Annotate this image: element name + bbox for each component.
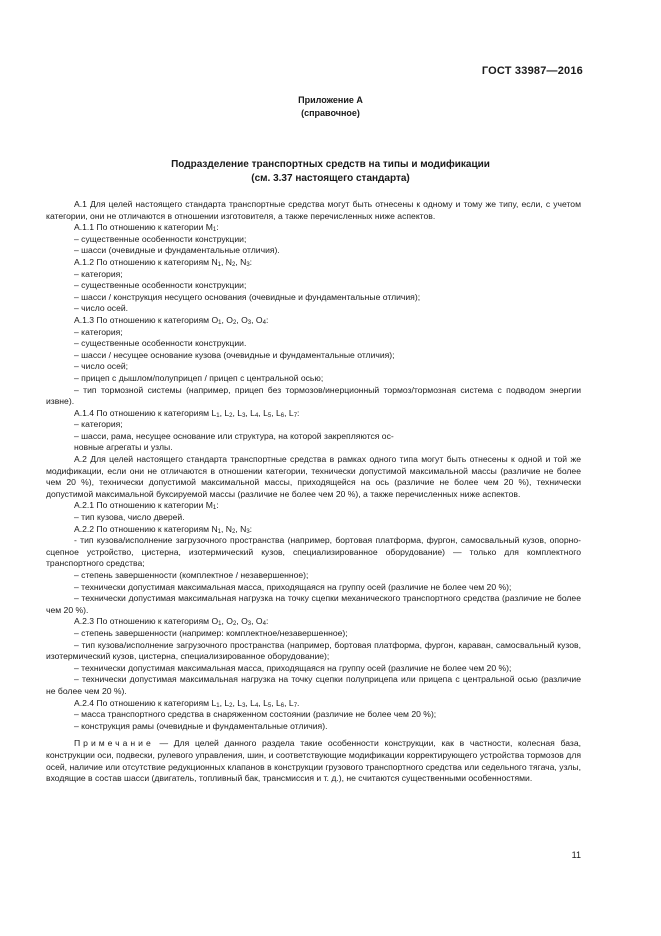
paragraph: – тип тормозной системы (например, прицеп без тормозов/инерционный тормоз/тормозная система с подводом энергии извне). [46,384,581,407]
annex-label: Приложение А [298,95,363,105]
paragraph: – существенные особенности конструкции. [74,338,247,349]
paragraph: – степень завершенности (например: комплектное/незавершенное); [74,627,348,638]
paragraph: – технически допустимая максимальная масса, приходящаяся на группу осей (различие не более чем 20 %); [74,581,512,592]
section-title-line1: Подразделение транспортных средств на типы и модификации [171,159,490,170]
paragraph: А.1.1 По отношению к категории $M_1$: [74,222,219,234]
paragraph: – тип кузова/исполнение загрузочного пространства (например, бортовая платформа, фургон, караван, самосвальный кузов, изотермический кузов, цистерна, специализированное оборудование); [46,639,581,662]
paragraph: А.1.3 По отношению к категориям $O_1$, $O_2$, $O_3$, $O_4$: [74,314,269,326]
paragraph: - тип кузова/исполнение загрузочного пространства (например, бортовая платформа, фургон, самосвальный кузов, опорно-сцепное устройство, цистерна, изотермический кузов, специализированное оборудование) — только для комплектного транспортного средства; [46,535,581,569]
paragraph: – шасси, рама, несущее основание или структура, на которой закрепляются ос- [74,430,394,441]
paragraph: А.1.2 По отношению к категориям $N_1$, $N_2$, $N_3$: [74,256,253,268]
note-text: — Для целей данного раздела такие особенности конструкции, как в частности, колесная база, конструкции оси, подвески, рулевого управления, шин, и соответствующие модификации корректирующего устройства тормозов для осей, наличие или отсутствие редукционных клапанов в конструкции грузового транспортного средства или седельного тягача, узлы, входящие в состав шасси (двигатель, топливный бак, трансмиссия и т. д.), не считаются существенными особенностями. [46,738,581,784]
document-body [46,199,581,785]
paragraph: – степень завершенности (комплектное / незавершенное); [74,570,309,580]
paragraph: А.2.2 По отношению к категориям $N_1$, $N_2$, $N_3$: [74,523,253,535]
paragraph: новные агрегаты и узлы. [74,442,173,453]
note-label: Примечание [74,738,154,749]
page-number: 11 [571,850,581,860]
paragraph: – существенные особенности конструкции; [74,280,247,291]
annex-type: (справочное) [301,108,360,118]
paragraph: – категория; [74,268,123,279]
standard-code: ГОСТ 33987—2016 [481,65,583,77]
paragraph: – категория; [74,326,123,337]
paragraph: – шасси (очевидные и фундаментальные отличия). [74,245,280,256]
paragraph: – технически допустимая максимальная масса, приходящаяся на группу осей (различие не более чем 20 %); [74,662,512,673]
note-paragraph [46,738,581,784]
paragraph: А.2.1 По отношению к категории $M_1$: [74,500,219,512]
paragraph: – категория; [74,419,123,430]
paragraph: – число осей. [74,303,129,314]
paragraph: – шасси / несущее основание кузова (очевидные и фундаментальные отличия); [74,349,395,360]
paragraph: А.1 Для целей настоящего стандарта транспортные средства могут быть отнесены к одному и тому же типу, если, с учетом категории, они не отличаются в отношении изготовителя, а также перечисленных ниже аспектов. [46,199,581,221]
paragraph: – шасси / конструкция несущего основания (очевидные и фундаментальные отличия); [74,291,421,302]
paragraph: А.2.4 По отношению к категориям $L_1$, $L_2$, $L_3$, $L_4$, $L_5$, $L_6$, $L_7$. [74,697,300,709]
paragraph: – тип кузова, число дверей. [74,512,185,523]
paragraph: – масса транспортного средства в снаряженном состоянии (различие не более чем 20 %); [74,709,437,720]
paragraph: А.2 Для целей настоящего стандарта транспортные средства в рамках одного типа могут быть отнесены к одной и той же модификации, если они не отличаются в отношении категории, технически допустимой максимальной массы (различие не более чем 20 %), технически допустимой максимальной массы, приходящейся на ось (различие не более чем 20 %), технически допустимой максимальной буксируемой массы (различие не более чем 20 %), а также перечисленных ниже аспектов. [46,454,581,499]
paragraph: – технически допустимая максимальная нагрузка на точку сцепки механического транспортного средства (различие не более чем 20 %). [46,593,581,615]
paragraph: – конструкция рамы (очевидные и фундаментальные отличия). [74,720,328,731]
section-title-line2: (см. 3.37 настоящего стандарта) [251,173,410,184]
paragraph: – прицеп с дышлом/полуприцеп / прицеп с центральной осью; [74,372,324,383]
paragraph: – существенные особенности конструкции; [74,233,247,244]
annex-heading [0,94,661,120]
paragraph: А.1.4 По отношению к категориям $L_1$, $L_2$, $L_3$, $L_4$, $L_5$, $L_6$, $L_7$: [74,407,300,419]
paragraph: А.2.3 По отношению к категориям $O_1$, $O_2$, $O_3$, $O_4$: [74,616,269,628]
section-title [0,158,661,186]
paragraph: – технически допустимая максимальная нагрузка на точку сцепки полуприцепа или прицепа с центральной осью (различие не более чем 20 %). [46,674,581,696]
paragraph: – число осей; [74,361,129,372]
